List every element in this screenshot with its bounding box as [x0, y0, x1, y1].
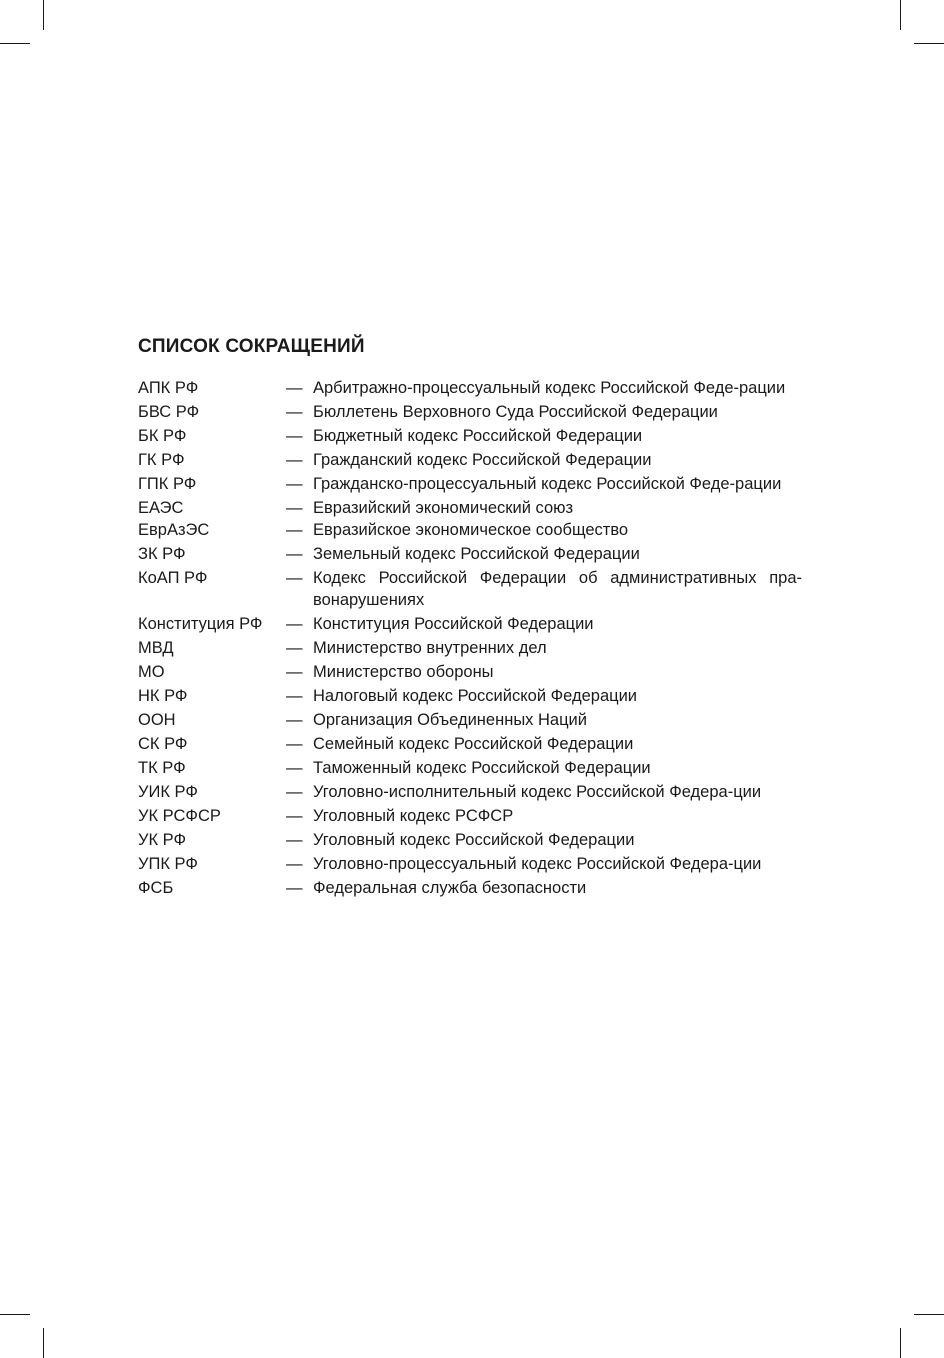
dash: —: [286, 759, 303, 777]
page-title: СПИСОК СОКРАЩЕНИЙ: [138, 336, 365, 357]
list-item: [138, 543, 802, 565]
abbreviation: АПК РФ: [138, 379, 199, 397]
list-item: [138, 829, 802, 851]
definition: Таможенный кодекс Российской Федерации: [313, 759, 651, 777]
abbreviation: МВД: [138, 639, 174, 657]
dash: —: [286, 831, 303, 849]
definition: Семейный кодекс Российской Федерации: [313, 735, 634, 753]
abbreviation-list: [138, 377, 802, 901]
dash: —: [286, 545, 303, 563]
definition: Гражданско-процессуальный кодекс Российской Феде-рации: [313, 475, 782, 493]
abbreviation: ООН: [138, 711, 176, 729]
definition: Уголовный кодекс Российской Федерации: [313, 831, 635, 849]
dash: —: [286, 569, 303, 587]
crop-mark-top-right-horizontal: [914, 43, 944, 44]
dash: —: [286, 451, 303, 469]
dash: —: [286, 855, 303, 873]
dash: —: [286, 615, 303, 633]
list-item: [138, 877, 802, 899]
crop-mark-top-left-horizontal: [0, 43, 30, 44]
abbreviation: УК РФ: [138, 831, 187, 849]
dash: —: [286, 521, 303, 539]
definition: Конституция Российской Федерации: [313, 615, 594, 633]
crop-mark-bottom-left-horizontal: [0, 1314, 30, 1315]
abbreviation: ГК РФ: [138, 451, 185, 469]
dash: —: [286, 687, 303, 705]
abbreviation: УПК РФ: [138, 855, 198, 873]
list-item: [138, 473, 802, 495]
crop-mark-top-right-vertical: [900, 0, 901, 30]
definition: Организация Объединенных Наций: [313, 711, 587, 729]
abbreviation: БК РФ: [138, 427, 187, 445]
dash: —: [286, 427, 303, 445]
dash: —: [286, 735, 303, 753]
list-item: [138, 661, 802, 683]
definition: Евразийский экономический союз: [313, 499, 574, 517]
dash: —: [286, 663, 303, 681]
list-item: [138, 377, 802, 399]
abbreviation: БВС РФ: [138, 403, 200, 421]
list-item: [138, 613, 802, 635]
dash: —: [286, 499, 303, 517]
list-item: [138, 853, 802, 875]
abbreviation: ГПК РФ: [138, 475, 197, 493]
list-item: [138, 401, 802, 423]
definition: Кодекс Российской Федерации об административных пра-вонарушениях: [313, 569, 802, 609]
definition: Федеральная служба безопасности: [313, 879, 587, 897]
list-item: [138, 519, 802, 541]
abbreviation: Конституция РФ: [138, 615, 263, 633]
abbreviation: НК РФ: [138, 687, 188, 705]
definition: Евразийское экономическое сообщество: [313, 521, 629, 539]
dash: —: [286, 807, 303, 825]
definition: Бюллетень Верховного Суда Российской Федерации: [313, 403, 718, 421]
definition: Бюджетный кодекс Российской Федерации: [313, 427, 643, 445]
definition: Гражданский кодекс Российской Федерации: [313, 451, 652, 469]
abbreviation: ЕАЭС: [138, 499, 184, 517]
dash: —: [286, 879, 303, 897]
abbreviation: УК РСФСР: [138, 807, 221, 825]
definition: Арбитражно-процессуальный кодекс Российской Феде-рации: [313, 379, 786, 397]
abbreviation: ЕврАзЭС: [138, 521, 210, 539]
crop-mark-bottom-left-vertical: [43, 1328, 44, 1358]
definition: Земельный кодекс Российской Федерации: [313, 545, 640, 563]
abbreviation: ФСБ: [138, 879, 174, 897]
crop-mark-bottom-right-horizontal: [914, 1314, 944, 1315]
crop-mark-top-left-vertical: [43, 0, 44, 30]
dash: —: [286, 403, 303, 421]
list-item: [138, 685, 802, 707]
definition: Налоговый кодекс Российской Федерации: [313, 687, 638, 705]
abbreviation: УИК РФ: [138, 783, 198, 801]
definition: Уголовный кодекс РСФСР: [313, 807, 514, 825]
dash: —: [286, 783, 303, 801]
dash: —: [286, 475, 303, 493]
list-item: [138, 637, 802, 659]
dash: —: [286, 711, 303, 729]
definition: Министерство внутренних дел: [313, 639, 547, 657]
definition: Уголовно-процессуальный кодекс Российской Федера-ции: [313, 855, 762, 873]
list-item: [138, 805, 802, 827]
list-item: [138, 449, 802, 471]
list-item: [138, 567, 802, 611]
definition: Уголовно-исполнительный кодекс Российской Федера-ции: [313, 783, 762, 801]
dash: —: [286, 639, 303, 657]
abbreviation: ТК РФ: [138, 759, 186, 777]
abbreviation: СК РФ: [138, 735, 188, 753]
abbreviation: КоАП РФ: [138, 569, 208, 587]
list-item: [138, 757, 802, 779]
abbreviation: ЗК РФ: [138, 545, 186, 563]
list-item: [138, 733, 802, 755]
list-item: [138, 497, 802, 519]
dash: —: [286, 379, 303, 397]
list-item: [138, 425, 802, 447]
list-item: [138, 781, 802, 803]
crop-mark-bottom-right-vertical: [900, 1328, 901, 1358]
definition: Министерство обороны: [313, 663, 494, 681]
abbreviation: МО: [138, 663, 165, 681]
list-item: [138, 709, 802, 731]
